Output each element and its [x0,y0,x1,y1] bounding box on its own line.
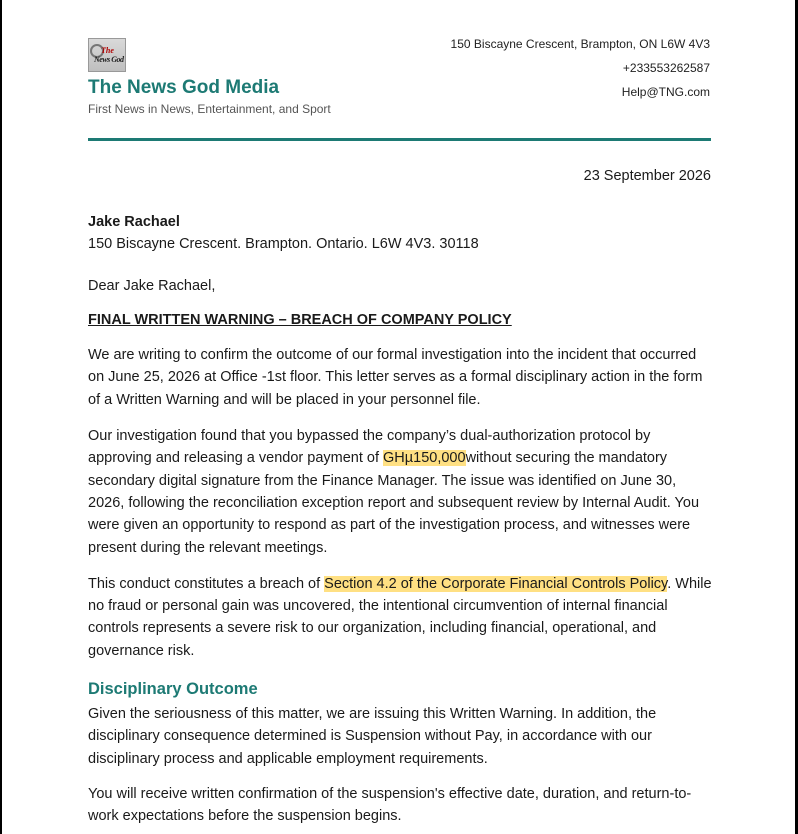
paragraph-suspension-confirmation: You will receive written confirmation of the suspension's effective date, duration, and return-to-work expectations before the suspension begins. [88,785,692,825]
header-divider [88,138,711,141]
policy-reference-highlight: Section 4.2 of the Corporate Financial Controls Policy [324,575,668,592]
recipient-name: Jake Rachael [88,214,180,230]
breach-text-start: This conduct constitutes a breach of [88,575,325,592]
paragraph-investigation-outcome: We are writing to confirm the outcome of our formal investigation into the incident that occurred on June 25, 2026 at Office -1st floor. This letter serves as a formal disciplinary action in the form of a Written Warning and will be placed in your personnel file. [88,347,703,408]
letter-date: 23 September 2026 [583,168,711,184]
company-tagline: First News in News, Entertainment, and Sport [88,102,331,116]
findings-text-end: without securing the mandatory secondary digital signature from the Finance Manager. The issue was identified on June 30, 2026, following the reconciliation exception report and subsequent review by Internal Audit. You were given an opportunity to respond as part of the investigation process, and witnesses were present during the relevant meetings. [88,450,700,556]
contact-block [451,37,710,109]
paragraph-policy-breach [88,573,712,662]
company-logo [88,38,126,72]
page-edge-left [0,0,2,834]
salutation: Dear Jake Rachael, [88,277,216,294]
logo-text-line2: News God [94,55,124,64]
paragraph-disciplinary-decision: Given the seriousness of this matter, we are issuing this Written Warning. In addition, the disciplinary consequence determined is Suspension without Pay, in accordance with our disciplinary process and applicable employment requirements. [88,706,657,767]
breach-text-end: . While no fraud or personal gain was uncovered, the intentional circumvention of internal financial controls represents a severe risk to our organization, including financial, operational, and governance risk. [88,575,712,659]
company-phone: +233553262587 [622,61,710,75]
company-address: 150 Biscayne Crescent, Brampton, ON L6W 4V3 [450,37,710,51]
section-heading-disciplinary-outcome: Disciplinary Outcome [88,680,258,699]
findings-text-start: Our investigation found that you bypassed the company’s dual-authorization protocol by approving and releasing a vendor payment of [88,428,651,467]
logo-text-line1: The [101,46,114,55]
subject-line: FINAL WRITTEN WARNING – BREACH OF COMPANY POLICY [88,311,512,328]
payment-amount-highlight: GHµ150,000 [383,450,466,467]
recipient-address: 150 Biscayne Crescent. Brampton. Ontario. L6W 4V3. 30118 [88,236,479,253]
company-email: Help@TNG.com [621,85,710,99]
letter-body [88,211,712,828]
company-name: The News God Media [88,77,280,98]
paragraph-findings [88,425,712,559]
